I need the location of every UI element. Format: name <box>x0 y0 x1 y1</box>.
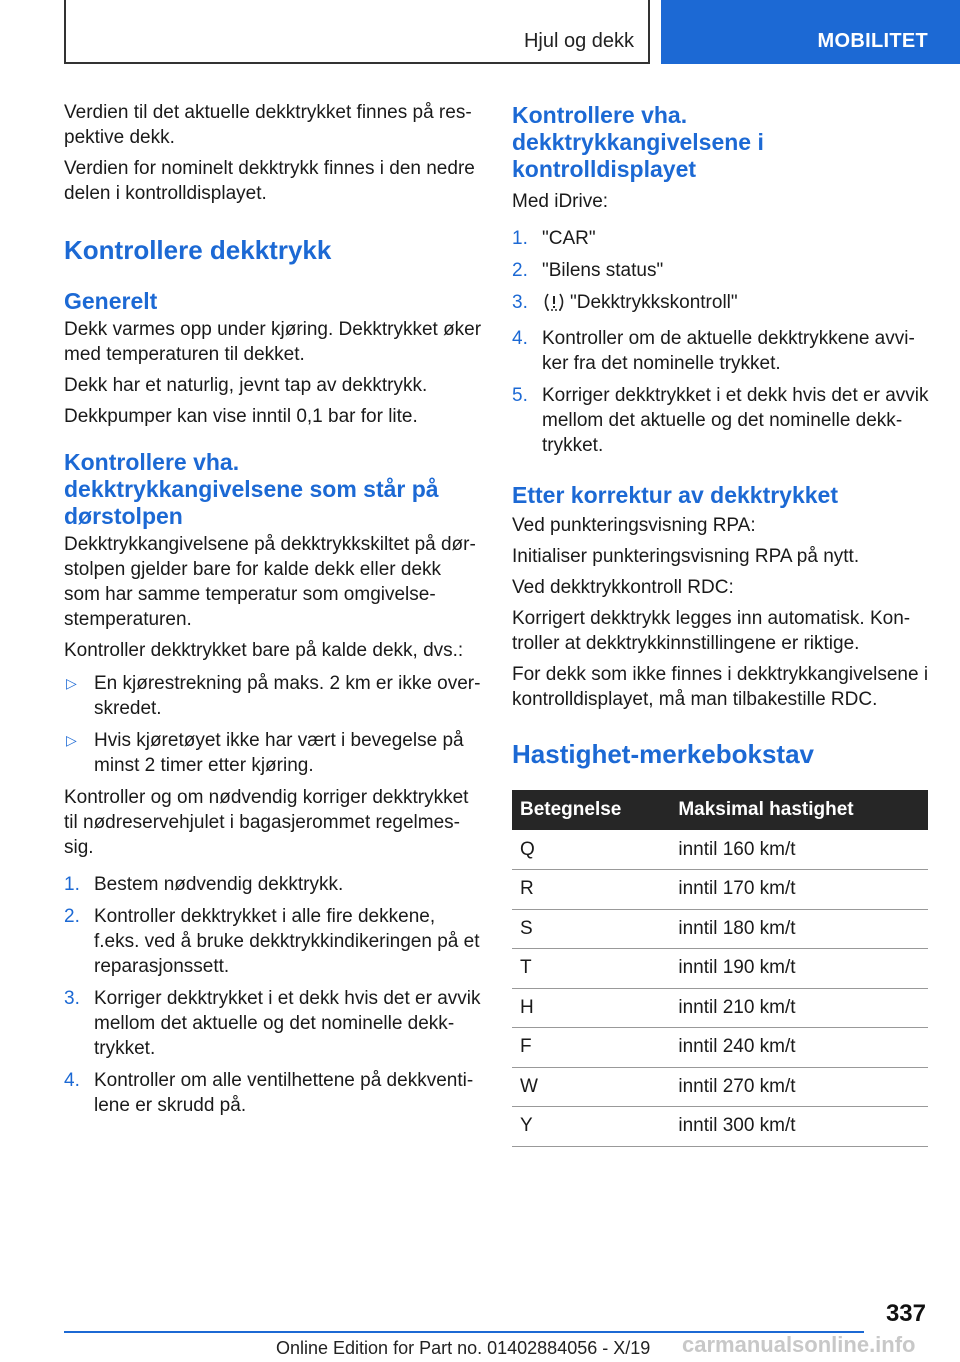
table-row <box>512 1067 928 1107</box>
chapter-tab-label: MOBILITET <box>817 30 928 52</box>
doorpost-paragraph: Kontroller dekktrykket bare på kalde dekk, dvs.: <box>64 640 464 661</box>
step-text: Kontroller dekktrykket i alle fire dekkene, f.eks. ved å bruke dekktrykkindikeringen på et reparasjonssett. <box>94 906 480 977</box>
step-text: Kontroller om de aktuelle dekktrykkene avviker fra det nominelle trykket. <box>542 328 915 374</box>
speed-rating-table <box>512 790 928 1147</box>
table-cell: inntil 300 km/t <box>664 1107 928 1147</box>
list-item <box>64 986 482 1061</box>
table-cell: H <box>512 988 664 1028</box>
doorpost-paragraph: Kontroller og om nødvendig korriger dekktrykket til nødreservehjulet i bagasjerommet regelmessig. <box>64 787 469 858</box>
display-paragraph: Med iDrive: <box>512 191 609 212</box>
triangle-bullet-icon: ▷ <box>66 732 77 748</box>
table-row <box>512 830 928 870</box>
list-item <box>512 290 930 319</box>
table-row <box>512 909 928 949</box>
intro-paragraph: Verdien for nominelt dekktrykk finnes i den nedre delen i kontrolldisplayet. <box>64 158 475 204</box>
numbered-steps <box>512 226 930 458</box>
table-cell: Q <box>512 830 664 870</box>
general-paragraph: Dekk varmes opp under kjøring. Dekktrykket øker med temperaturen til dekket. <box>64 319 482 365</box>
step-text: "CAR" <box>542 228 596 249</box>
step-text: Korriger dekktrykket i et dekk hvis det er avvik mellom det aktuelle og det nominelle dekktrykket. <box>94 988 481 1059</box>
after-paragraph: Korrigert dekktrykk legges inn automatisk. Kontroller at dekktrykkinnstillingene er riktige. <box>512 608 911 654</box>
after-paragraph: For dekk som ikke finnes i dekktrykkangivelsene i kontrolldisplayet, må man tilbakestille RDC. <box>512 664 929 710</box>
watermark-brand: carmanualsonline.info <box>682 1332 916 1357</box>
edition-note: Online Edition for Part no. 01402884056 - X/19 <box>276 1338 651 1358</box>
general-paragraph: Dekk har et naturlig, jevnt tap av dekktrykk. <box>64 375 428 396</box>
step-number: 2. <box>512 260 528 281</box>
table-cell: S <box>512 909 664 949</box>
table-cell: inntil 170 km/t <box>664 870 928 910</box>
step-number: 3. <box>64 988 80 1009</box>
list-item <box>512 226 930 251</box>
after-paragraph: Ved punkteringsvisning RPA: <box>512 515 756 536</box>
list-item <box>64 1068 482 1118</box>
list-item: ▷ En kjørestrekning på maks. 2 km er ikke overskredet. <box>66 673 481 719</box>
table-cell: inntil 180 km/t <box>664 909 928 949</box>
table-cell: W <box>512 1067 664 1107</box>
table-row <box>512 1107 928 1147</box>
heading-display: Kontrollere vha. dekktrykkangivelsene i kontrolldisplayet <box>512 102 764 182</box>
table-cell: Y <box>512 1107 664 1147</box>
table-header-row <box>512 790 928 830</box>
table-row <box>512 949 928 989</box>
column-header: Maksimal hastighet <box>664 790 928 830</box>
numbered-steps <box>64 872 482 1118</box>
step-number: 2. <box>64 906 80 927</box>
column-header: Betegnelse <box>512 790 664 830</box>
right-column <box>512 100 930 1147</box>
step-number: 1. <box>512 228 528 249</box>
list-item <box>512 258 930 283</box>
table-cell: inntil 160 km/t <box>664 830 928 870</box>
bullet-list <box>64 671 482 778</box>
list-item <box>64 872 482 897</box>
table-row <box>512 1028 928 1068</box>
table-cell: inntil 270 km/t <box>664 1067 928 1107</box>
triangle-bullet-icon: ▷ <box>66 675 77 691</box>
list-item <box>512 383 930 458</box>
list-item <box>64 904 482 979</box>
after-paragraph: Initialiser punkteringsvisning RPA på nytt. <box>512 546 860 567</box>
table-row <box>512 870 928 910</box>
table-cell: inntil 210 km/t <box>664 988 928 1028</box>
table-cell: inntil 240 km/t <box>664 1028 928 1068</box>
left-column <box>64 100 482 1125</box>
heading-after-correction: Etter korrektur av dekktrykket <box>512 482 838 508</box>
step-number: 1. <box>64 874 80 895</box>
table-row <box>512 988 928 1028</box>
step-number: 4. <box>64 1070 80 1091</box>
section-title: Hjul og dekk <box>523 30 634 52</box>
table-cell: F <box>512 1028 664 1068</box>
list-item <box>512 326 930 376</box>
step-text: Kontroller om alle ventilhettene på dekkventilene er skrudd på. <box>94 1070 474 1116</box>
step-number: 4. <box>512 328 528 349</box>
table-cell: T <box>512 949 664 989</box>
heading-check-pressure: Kontrollere dekktrykk <box>64 235 332 265</box>
table-cell: R <box>512 870 664 910</box>
step-text: "Dekktrykkskontroll" <box>570 292 738 313</box>
step-number: 5. <box>512 385 528 406</box>
intro-paragraph: Verdien til det aktuelle dekktrykket finnes på respektive dekk. <box>64 102 472 148</box>
doorpost-paragraph: Dekktrykkangivelsene på dekktrykkskiltet på dørstolpen gjelder bare for kalde dekk eller dekk som har samme temperatur som omgivelsestemperaturen. <box>64 534 476 630</box>
after-paragraph: Ved dekktrykkontroll RDC: <box>512 577 734 598</box>
step-text: Korriger dekktrykket i et dekk hvis det er avvik mellom det aktuelle og det nominelle dekktrykket. <box>542 385 929 456</box>
table-cell: inntil 190 km/t <box>664 949 928 989</box>
step-text: "Bilens status" <box>542 260 664 281</box>
header-frame <box>64 0 650 64</box>
page-number: 337 <box>885 1300 926 1327</box>
step-text: Bestem nødvendig dekktrykk. <box>94 874 344 895</box>
chapter-tab[interactable] <box>661 0 960 64</box>
heading-general: Generelt <box>64 288 158 314</box>
list-item: ▷ Hvis kjøretøyet ikke har vært i bevegelse på minst 2 timer etter kjøring. <box>66 730 464 776</box>
heading-doorpost: Kontrollere vha. dekktrykkangivelsene som står på dørstolpen <box>64 449 439 529</box>
step-number: 3. <box>512 292 528 313</box>
tire-pressure-warning-icon <box>542 292 566 319</box>
general-paragraph: Dekkpumper kan vise inntil 0,1 bar for lite. <box>64 406 418 427</box>
heading-speed-rating: Hastighet-merkebokstav <box>512 739 814 769</box>
